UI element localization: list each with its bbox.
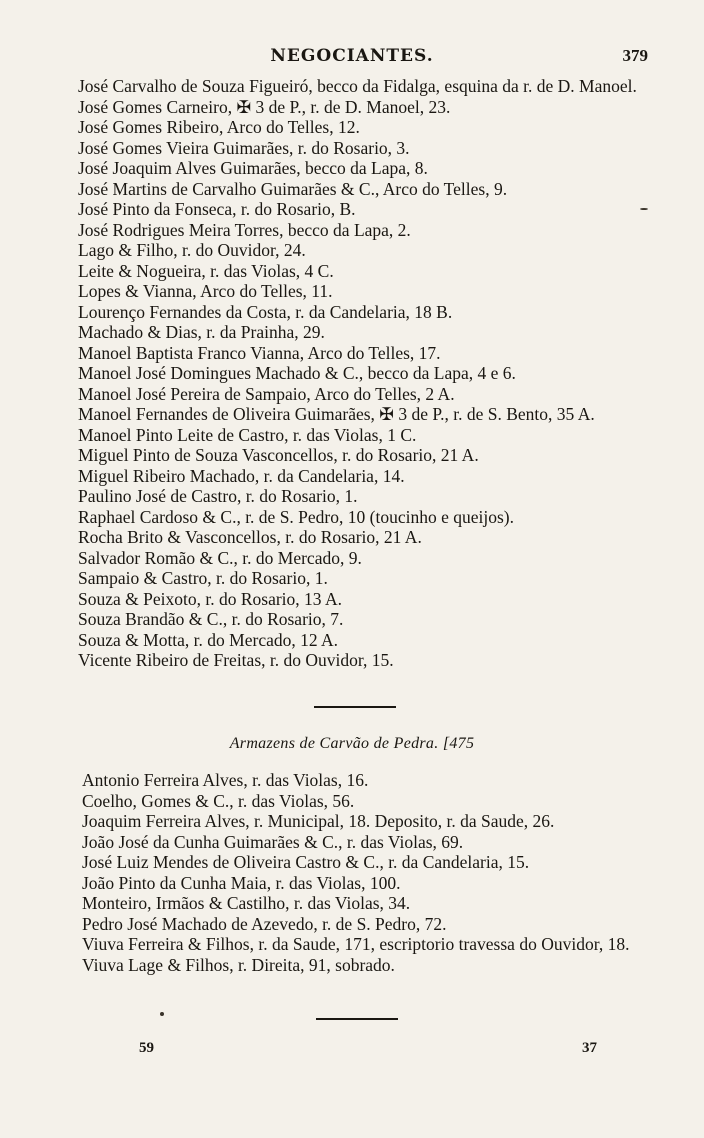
section-divider <box>314 706 396 708</box>
list-item: Vicente Ribeiro de Freitas, r. do Ouvidor, 15. <box>78 650 394 670</box>
list-item: José Luiz Mendes de Oliveira Castro & C., r. da Candelaria, 15. <box>82 852 530 872</box>
list-item: José Pinto da Fonseca, r. do Rosario, B. <box>78 199 356 219</box>
list-item: Sampaio & Castro, r. do Rosario, 1. <box>78 568 328 588</box>
list-item: Souza & Motta, r. do Mercado, 12 A. <box>78 629 339 650</box>
list-item: Miguel Pinto de Souza Vasconcellos, r. do Rosario, 21 A. <box>78 445 479 465</box>
merchant-list <box>78 76 658 671</box>
list-item: Manoel José Domingues Machado & C., becco da Lapa, 4 e 6. <box>78 363 516 383</box>
ink-speck <box>640 208 648 210</box>
section-title: Armazens de Carvão de Pedra. [475 <box>229 735 475 752</box>
list-item: Souza & Peixoto, r. do Rosario, 13 A. <box>78 588 342 609</box>
page-header <box>0 46 704 72</box>
list-item: João José da Cunha Guimarães & C., r. das Violas, 69. <box>82 831 464 852</box>
list-item: Lopes & Vianna, Arco do Telles, 11. <box>78 281 333 301</box>
running-head: NEGOCIANTES. <box>270 46 434 66</box>
footer-number: 37 <box>582 1040 597 1056</box>
list-item: José Martins de Carvalho Guimarães & C., Arco do Telles, 9. <box>78 178 508 199</box>
list-item: José Rodrigues Meira Torres, becco da Lapa, 2. <box>78 219 411 240</box>
list-item: Coelho, Gomes & C., r. das Violas, 56. <box>82 790 355 811</box>
list-item: Leite & Nogueira, r. das Violas, 4 C. <box>78 260 334 281</box>
page-number: 379 <box>622 46 648 65</box>
list-item: Manoel Fernandes de Oliveira Guimarães, ✠ 3 de P., r. de S. Bento, 35 A. <box>78 404 595 424</box>
list-item: José Gomes Carneiro, ✠ 3 de P., r. de D. Manoel, 23. <box>78 96 451 117</box>
list-item: Lago & Filho, r. do Ouvidor, 24. <box>78 240 306 260</box>
list-item: Machado & Dias, r. da Prainha, 29. <box>78 322 325 342</box>
list-item: Raphael Cardoso & C., r. de S. Pedro, 10 (toucinho e queijos). <box>78 506 514 527</box>
coal-warehouse-list <box>82 770 662 975</box>
list-item: Manoel Pinto Leite de Castro, r. das Violas, 1 C. <box>78 424 417 445</box>
list-item: Paulino José de Castro, r. do Rosario, 1. <box>78 486 358 506</box>
list-item: Joaquim Ferreira Alves, r. Municipal, 18. Deposito, r. da Saude, 26. <box>82 811 555 831</box>
list-item: José Carvalho de Souza Figueiró, becco da Fidalga, esquina da r. de D. Manoel. <box>78 76 637 96</box>
list-item: José Gomes Vieira Guimarães, r. do Rosario, 3. <box>78 137 410 158</box>
list-item: João Pinto da Cunha Maia, r. das Violas, 100. <box>82 872 401 893</box>
list-item: Manoel José Pereira de Sampaio, Arco do Telles, 2 A. <box>78 383 455 404</box>
list-item: Pedro José Machado de Azevedo, r. de S. Pedro, 72. <box>82 913 447 934</box>
list-item: Souza Brandão & C., r. do Rosario, 7. <box>78 609 344 629</box>
ink-speck <box>160 1012 164 1016</box>
list-item: José Joaquim Alves Guimarães, becco da Lapa, 8. <box>78 158 428 178</box>
list-item: Manoel Baptista Franco Vianna, Arco do Telles, 17. <box>78 342 441 363</box>
list-item: Rocha Brito & Vasconcellos, r. do Rosario, 21 A. <box>78 527 422 547</box>
list-item: Viuva Ferreira & Filhos, r. da Saude, 171, escriptorio travessa do Ouvidor, 18. <box>82 934 630 954</box>
list-item: Antonio Ferreira Alves, r. das Violas, 16. <box>82 770 369 790</box>
list-item: José Gomes Ribeiro, Arco do Telles, 12. <box>78 117 360 137</box>
list-item: Salvador Romão & C., r. do Mercado, 9. <box>78 547 362 568</box>
signature-mark: 59 <box>139 1040 154 1056</box>
list-item: Viuva Lage & Filhos, r. Direita, 91, sobrado. <box>82 954 395 975</box>
section-divider <box>316 1018 398 1020</box>
list-item: Monteiro, Irmãos & Castilho, r. das Violas, 34. <box>82 893 411 913</box>
list-item: Lourenço Fernandes da Costa, r. da Candelaria, 18 B. <box>78 301 453 322</box>
list-item: Miguel Ribeiro Machado, r. da Candelaria, 14. <box>78 465 405 486</box>
